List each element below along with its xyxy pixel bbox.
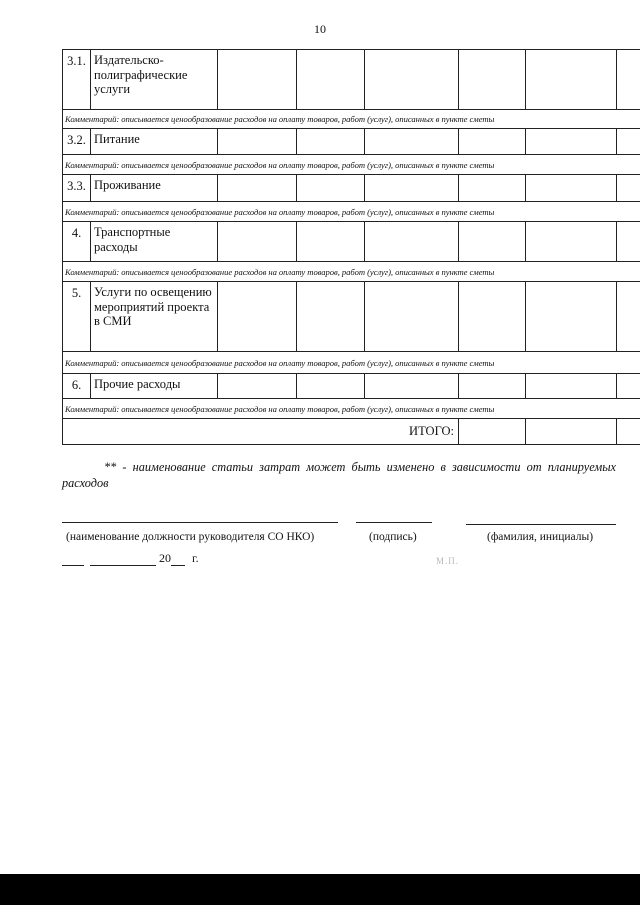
table-cell[interactable]	[218, 129, 297, 155]
table-cell[interactable]	[218, 175, 297, 202]
total-row	[63, 419, 640, 445]
row-name: Прочие расходы	[91, 374, 218, 399]
table-cell[interactable]	[297, 374, 365, 399]
date-line	[62, 551, 199, 566]
comment-text: Комментарий: описывается ценообразование расходов на оплату товаров, работ (услуг), описанных в пункте сметы	[63, 262, 640, 282]
comment-row	[63, 399, 640, 419]
comment-row	[63, 262, 640, 282]
table-cell[interactable]	[617, 374, 640, 399]
row-number: 3.2.	[63, 129, 91, 155]
total-cell[interactable]	[459, 419, 526, 445]
table-cell[interactable]	[526, 175, 617, 202]
page-number: 10	[314, 22, 326, 36]
table-cell[interactable]	[218, 50, 297, 110]
total-cell[interactable]	[526, 419, 617, 445]
table-cell[interactable]	[297, 129, 365, 155]
comment-text: Комментарий: описывается ценообразование расходов на оплату товаров, работ (услуг), описанных в пункте сметы	[63, 155, 640, 175]
row-name: Услуги по освещению мероприятий проекта в СМИ	[91, 282, 218, 352]
table-cell[interactable]	[459, 129, 526, 155]
table-row	[63, 282, 640, 352]
row-name: Питание	[91, 129, 218, 155]
name-label: (фамилия, инициалы)	[487, 531, 594, 543]
table-row	[63, 222, 640, 262]
table-cell[interactable]	[297, 50, 365, 110]
comment-text: Комментарий: описывается ценообразование расходов на оплату товаров, работ (услуг), описанных в пункте сметы	[63, 202, 640, 222]
signature-line	[356, 522, 432, 523]
row-number: 6.	[63, 374, 91, 399]
table-cell[interactable]	[526, 222, 617, 262]
table-cell[interactable]	[297, 175, 365, 202]
signature-label: (подпись)	[369, 531, 417, 543]
table-cell[interactable]	[365, 175, 459, 202]
table-cell[interactable]	[218, 282, 297, 352]
table-cell[interactable]	[459, 175, 526, 202]
position-line	[62, 522, 338, 523]
table-row	[63, 50, 640, 110]
scan-border	[0, 874, 640, 905]
row-name: Проживание	[91, 175, 218, 202]
table-cell[interactable]	[459, 374, 526, 399]
comment-row	[63, 202, 640, 222]
table-row	[63, 175, 640, 202]
table-cell[interactable]	[459, 50, 526, 110]
table-cell[interactable]	[617, 50, 640, 110]
table-cell[interactable]	[218, 222, 297, 262]
table-cell[interactable]	[526, 374, 617, 399]
comment-row	[63, 110, 640, 129]
table-cell[interactable]	[617, 175, 640, 202]
row-number: 4.	[63, 222, 91, 262]
comment-row	[63, 155, 640, 175]
table-cell[interactable]	[526, 282, 617, 352]
table-cell[interactable]	[459, 282, 526, 352]
day-blank[interactable]	[62, 552, 84, 566]
table-cell[interactable]	[365, 374, 459, 399]
total-cell[interactable]	[617, 419, 640, 445]
row-name: Издательско-полиграфические услуги	[91, 50, 218, 110]
table-cell[interactable]	[218, 374, 297, 399]
table-cell[interactable]	[365, 282, 459, 352]
table-cell[interactable]	[526, 129, 617, 155]
comment-text: Комментарий: описывается ценообразование расходов на оплату товаров, работ (услуг), описанных в пункте сметы	[63, 352, 640, 374]
year-blank[interactable]	[171, 552, 185, 566]
budget-table	[62, 49, 640, 445]
total-label: ИТОГО:	[63, 419, 459, 445]
table-row	[63, 374, 640, 399]
table-cell[interactable]	[459, 222, 526, 262]
table-cell[interactable]	[617, 282, 640, 352]
table-cell[interactable]	[297, 222, 365, 262]
table-cell[interactable]	[365, 129, 459, 155]
table-cell[interactable]	[526, 50, 617, 110]
footnote: ** - наименование статьи затрат может быть изменено в зависимости от планируемых расходов	[62, 460, 616, 490]
row-name: Транспортные расходы	[91, 222, 218, 262]
name-line	[466, 524, 616, 525]
comment-text: Комментарий: описывается ценообразование расходов на оплату товаров, работ (услуг), описанных в пункте сметы	[63, 110, 640, 129]
row-number: 5.	[63, 282, 91, 352]
year-prefix: 20	[159, 551, 171, 565]
table-row	[63, 129, 640, 155]
month-blank[interactable]	[90, 552, 156, 566]
table-cell[interactable]	[365, 222, 459, 262]
stamp-placeholder: М.П.	[436, 556, 460, 566]
year-suffix: г.	[192, 551, 199, 565]
row-number: 3.1.	[63, 50, 91, 110]
table-cell[interactable]	[297, 282, 365, 352]
comment-text: Комментарий: описывается ценообразование расходов на оплату товаров, работ (услуг), описанных в пункте сметы	[63, 399, 640, 419]
table-cell[interactable]	[617, 222, 640, 262]
comment-row	[63, 352, 640, 374]
table-cell[interactable]	[365, 50, 459, 110]
table-cell[interactable]	[617, 129, 640, 155]
position-label: (наименование должности руководителя СО НКО)	[66, 531, 315, 543]
row-number: 3.3.	[63, 175, 91, 202]
